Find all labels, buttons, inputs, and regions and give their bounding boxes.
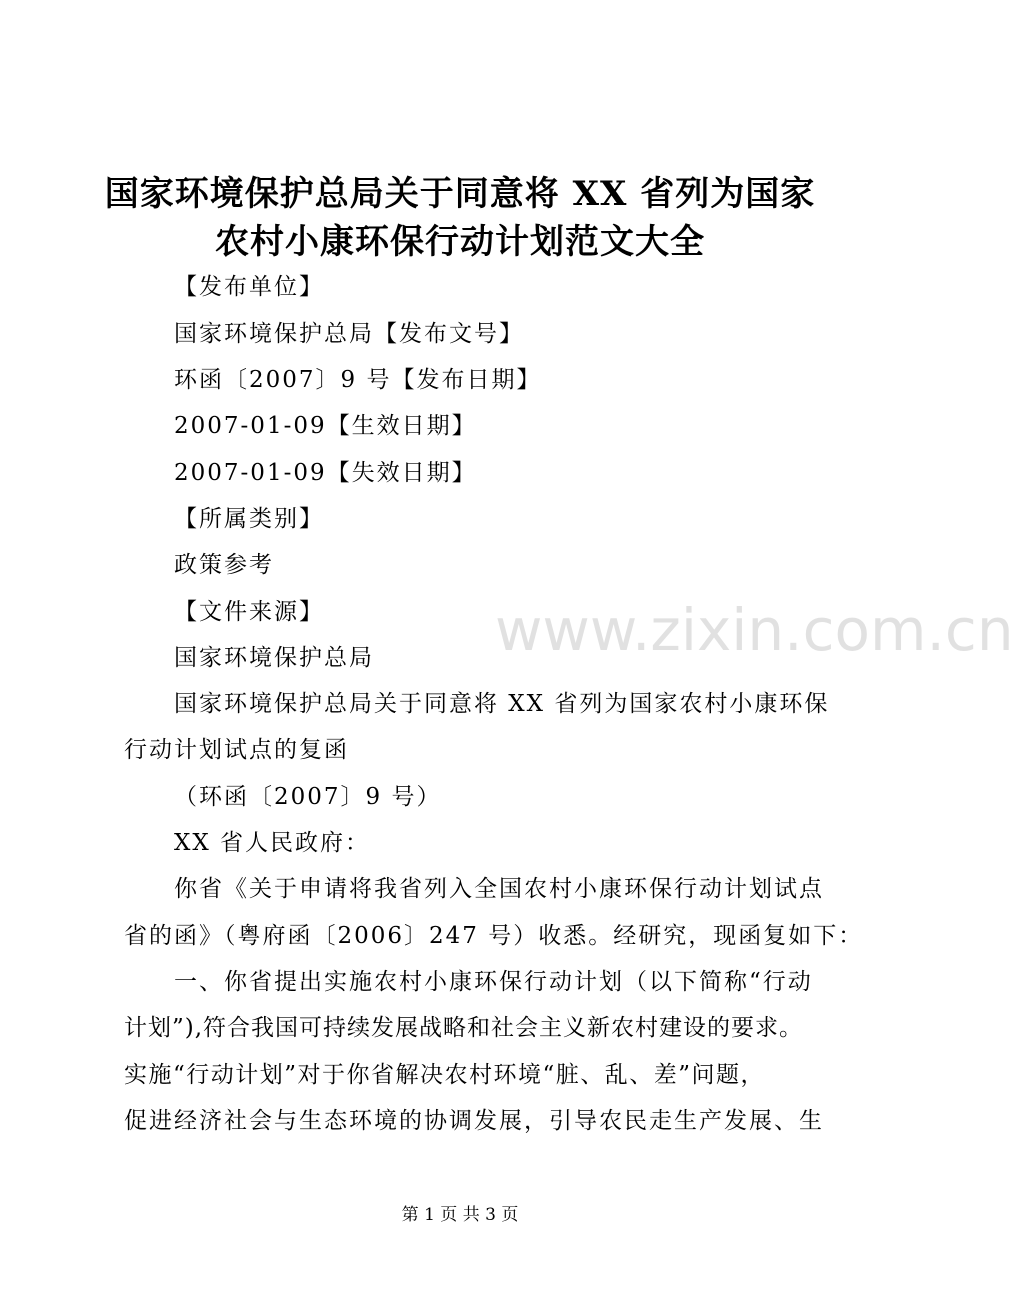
addressee: XX 省人民政府：: [174, 830, 371, 856]
source-value: 国家环境保护总局: [174, 645, 374, 671]
body-paragraph-line: 计划”),符合我国可持续发展战略和社会主义新农村建设的要求。: [124, 1015, 804, 1041]
body-paragraph-line: 省的函》（粤府函〔2006〕247 号）收悉。经研究，现函复如下：: [124, 923, 864, 949]
publish-date-and-effective-label: 2007-01-09【生效日期】: [174, 413, 477, 439]
body-paragraph-line: 实施“行动计划”对于你省解决农村环境“脏、乱、差”问题，: [124, 1062, 766, 1088]
body-paragraph-line: 促进经济社会与生态环境的协调发展，引导农民走生产发展、生: [124, 1108, 824, 1134]
publisher-and-doc-number-label: 国家环境保护总局【发布文号】: [174, 321, 524, 347]
document-title-line-2: 农村小康环保行动计划范文大全: [215, 222, 705, 262]
body-paragraph-line: 一、你省提出实施农村小康环保行动计划（以下简称“行动: [174, 969, 813, 995]
effective-date-and-expiry-label: 2007-01-09【失效日期】: [174, 460, 477, 486]
label-publisher: 【发布单位】: [174, 274, 324, 300]
label-source: 【文件来源】: [174, 599, 324, 625]
watermark: www.zixin.com.cn: [495, 596, 1014, 664]
document-title-line-1: 国家环境保护总局关于同意将 XX 省列为国家: [104, 174, 816, 214]
doc-number-and-date-label: 环函〔2007〕9 号【发布日期】: [174, 367, 542, 393]
body-paragraph-line: 行动计划试点的复函: [124, 737, 349, 763]
category-value: 政策参考: [174, 552, 274, 578]
body-paragraph-line: 你省《关于申请将我省列入全国农村小康环保行动计划试点: [174, 876, 824, 902]
body-paragraph-line: 国家环境保护总局关于同意将 XX 省列为国家农村小康环保: [174, 691, 830, 717]
label-category: 【所属类别】: [174, 506, 324, 532]
page-footer: 第 1 页 共 3 页: [401, 1205, 519, 1225]
reply-number: （环函〔2007〕9 号）: [174, 784, 442, 810]
